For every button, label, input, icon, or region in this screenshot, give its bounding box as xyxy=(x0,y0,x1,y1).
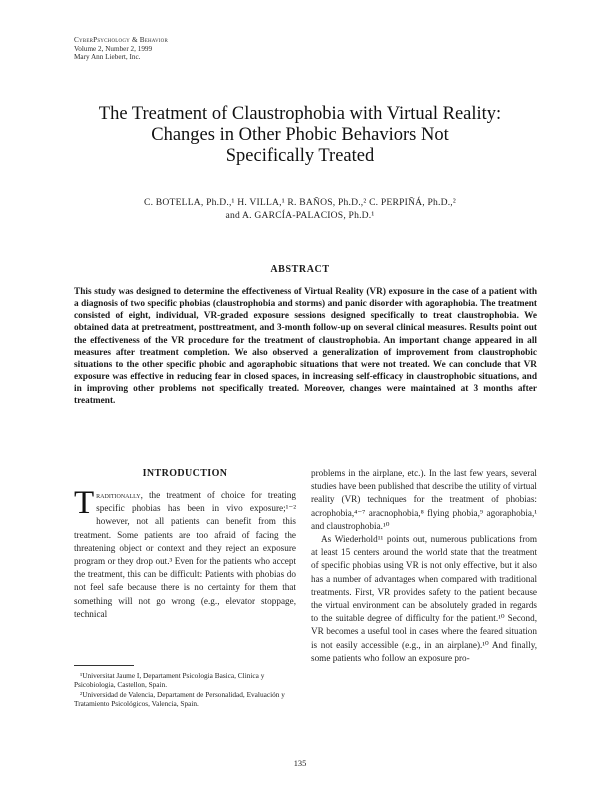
intro-paragraph-1-text: the treatment of choice for treating specific phobias has been in vivo exposure;¹⁻² however, not all patients can benefit from this treatment. Some patients are too afraid of facing the threatening object or context and they reject an exposure program or they drop out.³ Even for the patients who accept the treatment, this can be difficult: Patients with phobias do not feel safe because there is no certainty for them that something will not go wrong (e.g., elevator stoppage, technical xyxy=(74,490,296,619)
footnote-divider xyxy=(74,665,134,666)
intro-lead-word: raditionally, xyxy=(96,490,143,500)
article-title xyxy=(60,104,540,167)
intro-paragraph-1 xyxy=(74,485,296,621)
footnote-2: ²Universidad de Valencia, Departament de Personalidad, Evaluación y Tratamiento Psicológicos, Valencia, Spain. xyxy=(74,690,285,709)
right-paragraph-1: problems in the airplane, etc.). In the last few years, several studies have been published that describe the utility of virtual reality (VR) techniques for the treatment of phobias: acrophobia,⁴⁻⁷ aracnophobia,⁸ flying phobia,⁹ agoraphobia,¹ and claustrophobia.¹⁰ xyxy=(311,468,537,531)
footnotes xyxy=(74,671,296,709)
authors-line-1: C. BOTELLA, Ph.D.,¹ H. VILLA,¹ R. BAÑOS, Ph.D.,² C. PERPIÑÁ, Ph.D.,² xyxy=(144,197,456,208)
abstract-heading: ABSTRACT xyxy=(270,264,330,275)
journal-volume: Volume 2, Number 2, 1999 xyxy=(74,44,153,53)
left-column xyxy=(74,485,296,621)
journal-header xyxy=(74,36,168,62)
abstract-text: This study was designed to determine the effectiveness of Virtual Reality (VR) exposure in the case of a patient with a diagnosis of two specific phobias (claustrophobia and storms) and panic disorder with agoraphobia. The treatment consisted of eight, individual, VR-graded exposure sessions designed specifically to treat claustrophobia. We obtained data at pretreatment, posttreatment, and 3-month follow-up on several clinical measures. Results point out the effectiveness of the VR procedure for the treatment of claustrophobia. An important change appeared in all measures after treatment completion. We also observed a generalization of improvement from claustrophobic situations to the other specific phobic and agoraphobic situations that were not treated. We can conclude that VR exposure was effective in reducing fear in closed spaces, in increasing self-efficacy in claustrophobic situations, and in improving other problems not specifically treated. Moreover, changes were maintained at 3 months after treatment. xyxy=(74,287,537,407)
drop-cap: T xyxy=(74,485,95,521)
page-number: 135 xyxy=(293,759,307,768)
journal-publisher: Mary Ann Liebert, Inc. xyxy=(74,53,141,62)
author-list xyxy=(70,196,530,222)
right-column xyxy=(311,467,537,665)
introduction-heading: INTRODUCTION xyxy=(142,468,228,479)
title-line-3: Specifically Treated xyxy=(225,146,375,166)
authors-line-2: and A. GARCÍA-PALACIOS, Ph.D.¹ xyxy=(225,210,375,221)
title-line-2: Changes in Other Phobic Behaviors Not xyxy=(151,125,449,145)
journal-name: CyberPsychology & Behavior xyxy=(74,36,168,44)
title-line-1: The Treatment of Claustrophobia with Virtual Reality: xyxy=(98,104,502,124)
footnote-1: ¹Universitat Jaume I, Departament Psicologia Basica, Clinica y Psicobiologia, Castellon, Spain. xyxy=(74,671,265,690)
right-paragraph-2: As Wiederhold¹¹ points out, numerous publications from at least 15 centers around the world state that the treatment of specific phobias using VR is not only effective, but it also has a number of advantages when compared with traditional treatments. First, VR provides safety to the patient because the virtual environment can be absolutely graded in regards to the suitable degree of difficulty for the patient.¹⁰ Second, VR becomes a useful tool in cases where the feared situation is not easily accessible (e.g., in an airplane).¹⁰ And finally, some patients who follow an exposure pro- xyxy=(311,534,537,663)
